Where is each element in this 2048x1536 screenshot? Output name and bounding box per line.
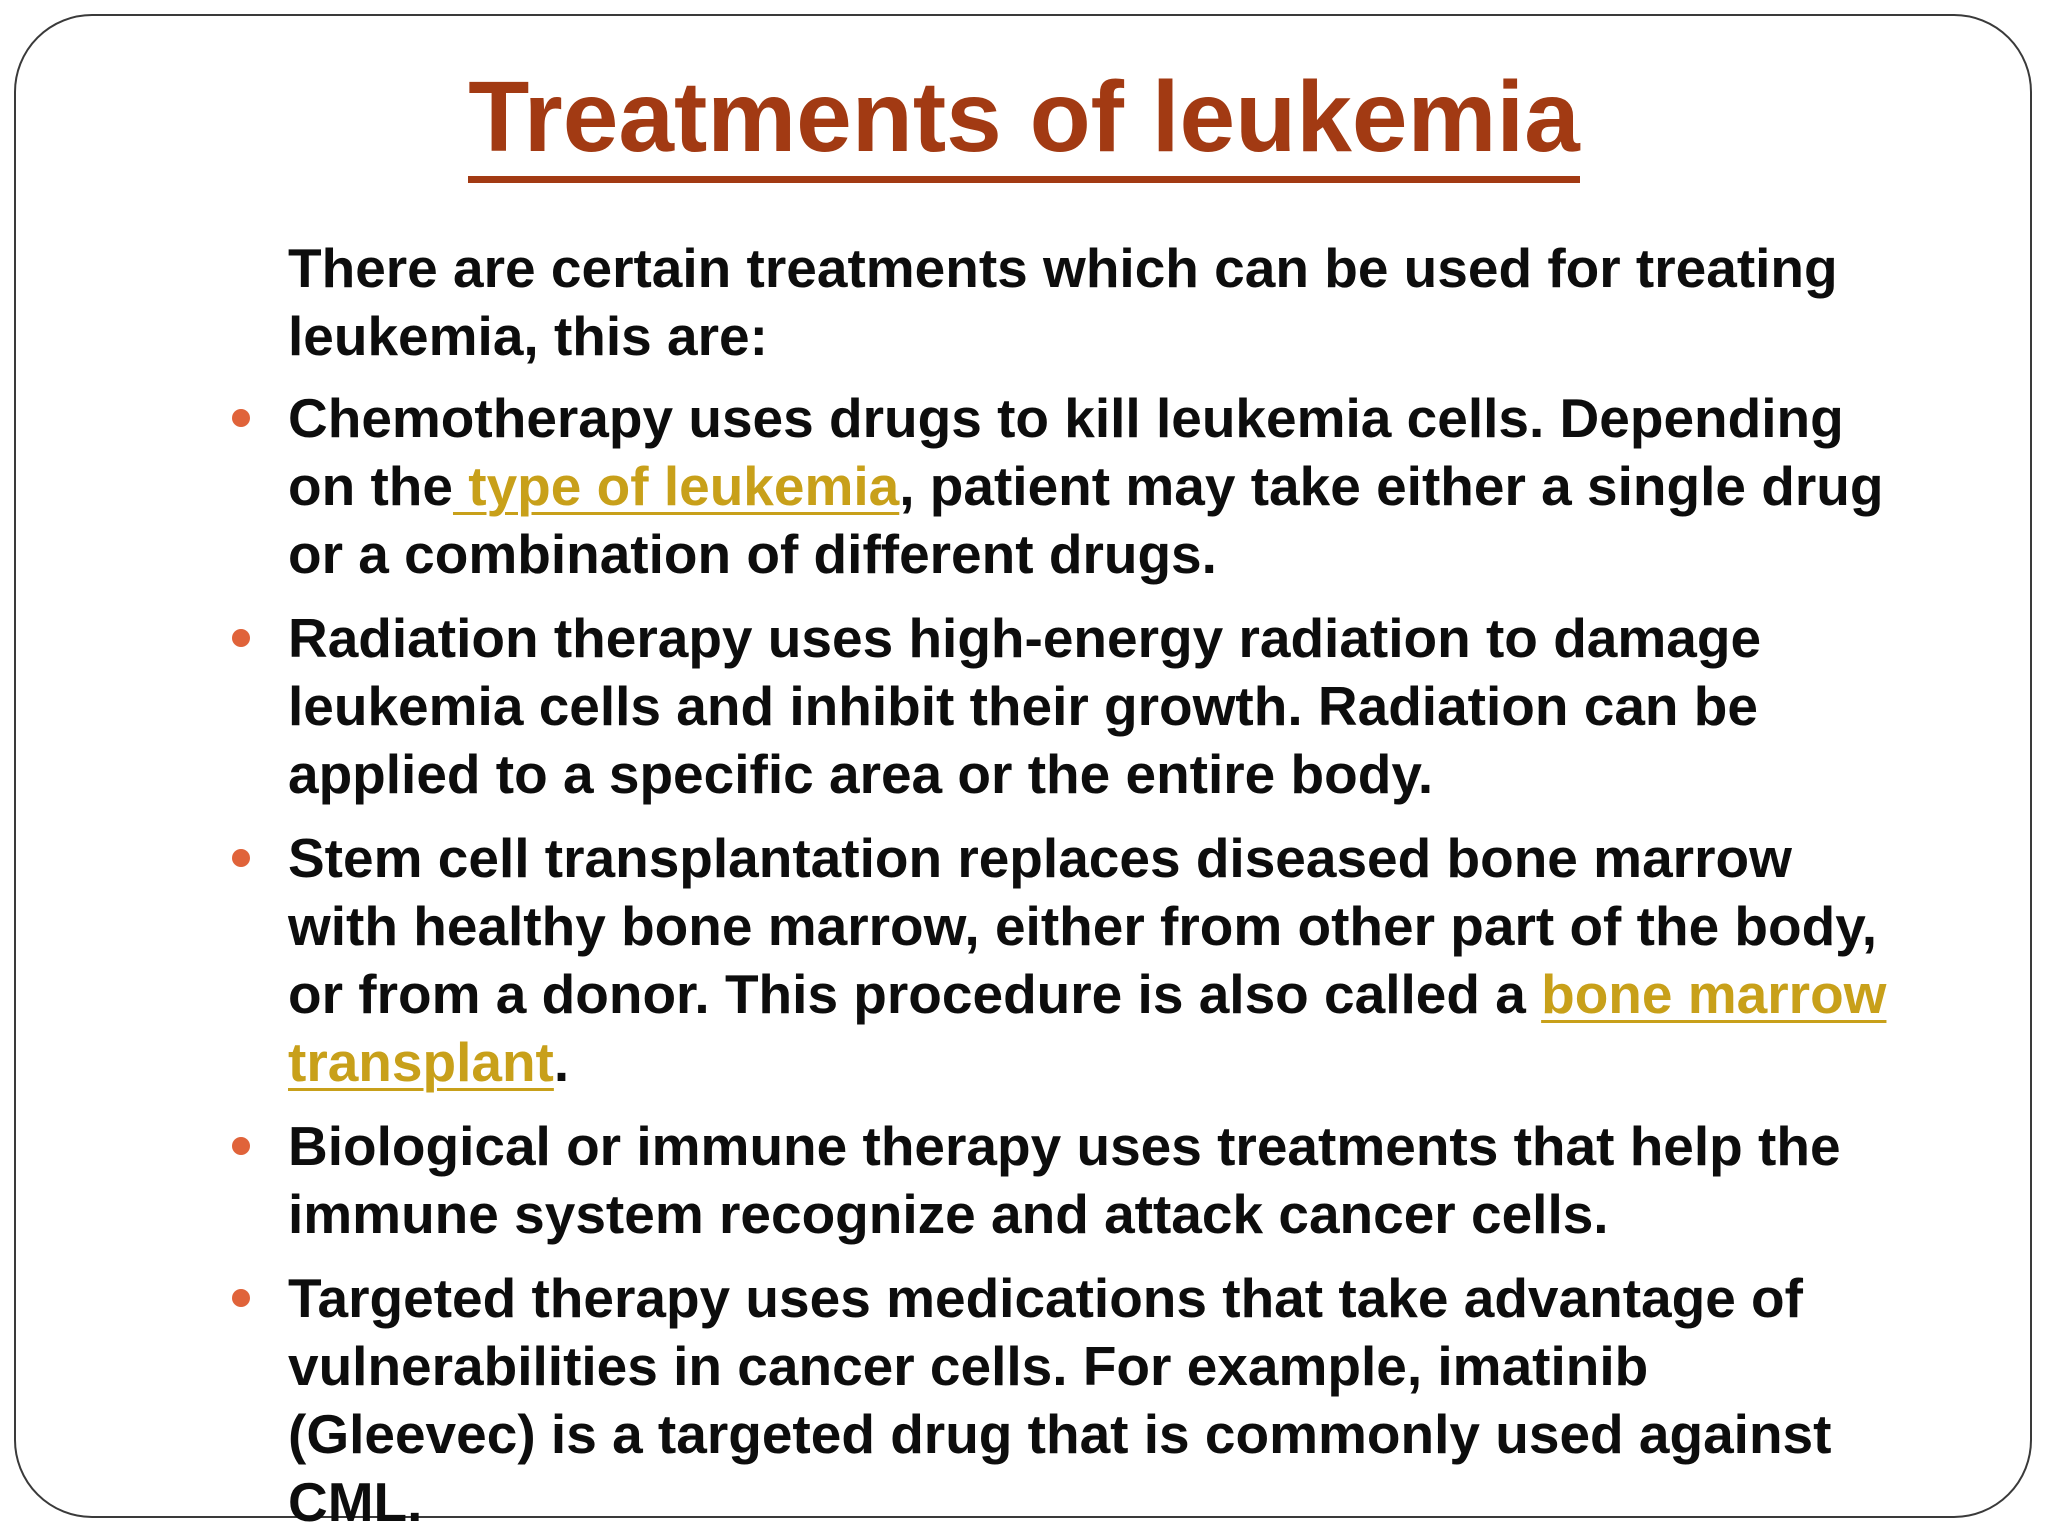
bullet-stem-cell-transplantation <box>218 824 1908 1096</box>
bullet-dot-icon <box>232 629 250 647</box>
slide-body <box>218 234 1908 1536</box>
bullet-biological-therapy <box>218 1112 1908 1248</box>
bullet-dot-icon <box>232 1289 250 1307</box>
bullet-dot-icon <box>232 1137 250 1155</box>
bullet-list <box>218 384 1908 1536</box>
bullet-text: Chemotherapy uses drugs to kill leukemia cells. Depending on the <box>288 387 1844 517</box>
bullet-dot-icon <box>232 409 250 427</box>
bullet-text: Biological or immune therapy uses treatments that help the immune system recognize and attack cancer cells. <box>288 1115 1841 1245</box>
bullet-text: Radiation therapy uses high-energy radiation to damage leukemia cells and inhibit their growth. Radiation can be applied to a specific area or the entire body. <box>288 607 1762 805</box>
intro-paragraph: There are certain treatments which can be used for treating leukemia, this are: <box>288 237 1838 367</box>
bullet-chemotherapy <box>218 384 1908 588</box>
title-container <box>0 58 2048 183</box>
bullet-dot-icon <box>232 849 250 867</box>
slide-title: Treatments of leukemia <box>468 58 1580 183</box>
bullet-text: . <box>553 1031 570 1093</box>
bullet-text: Targeted therapy uses medications that take advantage of vulnerabilities in cancer cells. For example, imatinib (Gleevec) is a targeted drug that is commonly used against CML. <box>288 1267 1832 1533</box>
bullet-text: , patient may take either a single drug or a combination of different drugs. <box>288 455 1884 585</box>
link-type-of-leukemia[interactable]: type of leukemia <box>452 455 900 517</box>
bullet-text: Stem cell transplantation replaces diseased bone marrow with healthy bone marrow, either from other part of the body, or from a donor. This procedure is also called a <box>288 827 1878 1025</box>
link-bone-marrow-transplant[interactable]: bone marrow transplant <box>288 963 1887 1093</box>
bullet-targeted-therapy <box>218 1264 1908 1536</box>
bullet-radiation-therapy <box>218 604 1908 808</box>
